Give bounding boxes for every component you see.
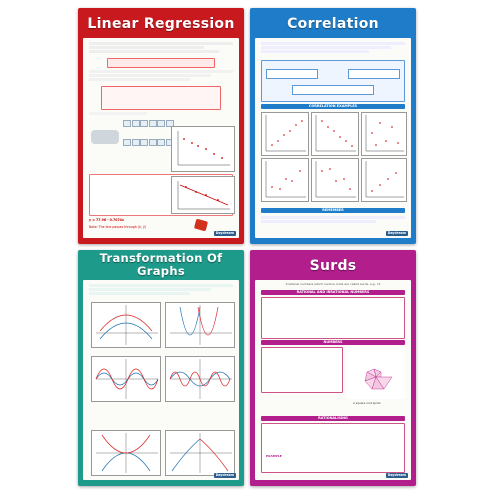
formula-box: [261, 60, 405, 102]
example-label: EXAMPLE: [266, 454, 282, 458]
data-table: [123, 112, 174, 150]
scatter-graph-1: [171, 126, 235, 172]
surds-poster: [250, 250, 416, 486]
car-image: [91, 130, 119, 144]
regression-graph: [171, 176, 235, 214]
scatter-weak-positive: [261, 158, 309, 202]
correlation-poster: [250, 8, 416, 244]
scatter-negative: [311, 112, 359, 156]
surd-rules-box: [261, 347, 343, 393]
poster-title: Surds: [309, 258, 357, 274]
linear-regression-poster: [78, 8, 244, 244]
graph-translation-horizontal: [165, 302, 235, 348]
graph-reflection-y: [165, 430, 235, 476]
graph-stretch-vertical: [91, 356, 161, 402]
scatter-positive: [261, 112, 309, 156]
poster-body: [83, 280, 239, 480]
scatter-perfect: [361, 158, 407, 202]
explanation-text: [89, 69, 233, 83]
graph-translation-vertical: [91, 302, 161, 348]
section-header: REMEMBER: [261, 208, 405, 213]
poster-body: [255, 280, 411, 480]
surds-subtitle: Irrational numbers which involve roots are called surds. e.g. √2: [285, 282, 381, 286]
square-root-spiral: [347, 347, 405, 399]
scatter-none: [361, 112, 407, 156]
formula-box: [107, 58, 215, 68]
brand-logo: Daydream: [387, 231, 406, 235]
formula-3: [292, 85, 374, 95]
dice-image: [194, 219, 208, 232]
poster-body: [255, 38, 411, 238]
formula-1: [266, 69, 318, 79]
poster-title: Linear Regression: [87, 16, 235, 32]
poster-title: Transformation Of Graphs: [99, 251, 223, 278]
graph-reflection-x: [91, 430, 161, 476]
intro-text: [89, 283, 233, 296]
rationalising-box: [261, 423, 405, 473]
poster-body: [83, 38, 239, 238]
brand-logo: Daydream: [387, 473, 406, 477]
section-header-3: RATIONALISING: [261, 416, 405, 421]
regression-note: Note: The line passes through (x̄, ȳ): [89, 225, 147, 229]
brand-logo: Daydream: [215, 231, 234, 235]
scatter-weak-negative: [311, 158, 359, 202]
remember-text: [261, 215, 405, 224]
transformation-poster: [78, 250, 244, 486]
equation-box: [101, 86, 221, 110]
poster-title: Correlation: [287, 16, 379, 32]
section-header: CORRELATION EXAMPLES: [261, 104, 405, 109]
graph-stretch-horizontal: [165, 356, 235, 402]
intro-text: [89, 41, 233, 55]
brand-logo: Daydream: [215, 473, 234, 477]
regression-equation: y = 77.96 - 0.7074x: [89, 218, 124, 222]
section-header: RATIONAL AND IRRATIONAL NUMBERS: [261, 290, 405, 295]
formula-2: [348, 69, 400, 79]
section-header-2: NUMBERS: [261, 340, 405, 345]
rational-box: [261, 297, 405, 339]
spiral-caption: A square root spiral: [353, 401, 381, 405]
intro-text: [261, 41, 405, 54]
